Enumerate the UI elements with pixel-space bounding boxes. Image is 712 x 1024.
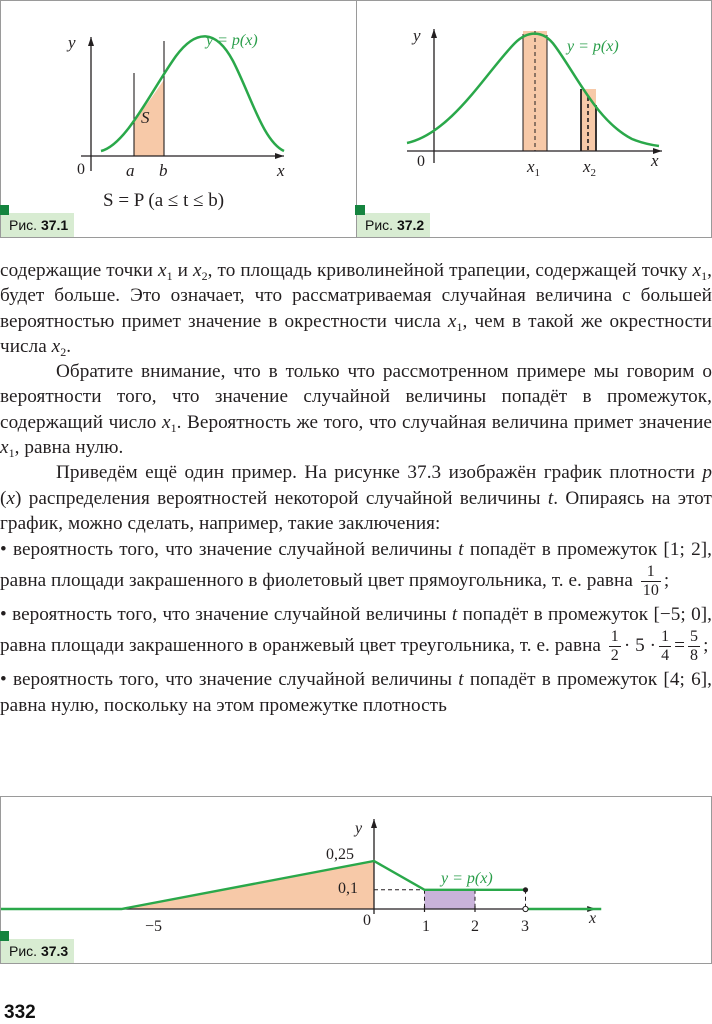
shaded-area-s xyxy=(71,40,321,156)
fraction-1-4: $\frac{1}{4}$ xyxy=(661,628,670,665)
caption-37-3: Рис. 37.3 xyxy=(1,939,74,963)
figure-37-3-graph xyxy=(1,797,711,963)
tick-label-0-25: 0,25 xyxy=(326,846,354,863)
x-axis-label: x xyxy=(589,910,597,927)
figure-37-2 xyxy=(356,0,712,238)
density-curve xyxy=(101,36,284,151)
curve-label: y = p(x) xyxy=(567,38,619,55)
paragraph-2: Обратите внимание, что в только что рассмотренном примере мы говорим о вероятности того, что значение случайной величины попадёт в промежуток, содержащий число $x_1$. Вероятность же того, что случайная величина примет значение $x_1$, равна нулю. xyxy=(0,361,712,461)
page-number: 332 xyxy=(4,1002,36,1023)
paragraph-1: содержащие точки $x_1$ и $x_2$, то площадь криволинейной трапеции, содержащей точку $x_1$, будет больше. Это означает, что рассматриваемая случайная величина с большей вероятностью примет значение в окрестности числа $x_1$, чем в такой же окрестности числа $x_2$. xyxy=(0,260,712,359)
y-axis-label: y xyxy=(68,33,76,52)
y-axis-arrow xyxy=(371,819,377,828)
bullet-1: • вероятность того, что значение случайной величины t попадёт в промежуток [1; 2], равна площади закрашенного в фиолетовый цвет прямоугольника, т. е. равна $\frac{1}{10}$ ; xyxy=(0,539,712,600)
figure-37-1 xyxy=(0,0,357,238)
paragraph-3: Приведём ещё один пример. На рисунке 37.3 изображён график плотности p (x) распределения вероятностей некоторой случайной величины t. Опираясь на этот график, можно сделать, например, такие заключения: xyxy=(0,462,712,534)
point-3-upper xyxy=(523,887,528,892)
curve-label: y = p(x) xyxy=(206,32,258,49)
x-axis-label: x xyxy=(651,151,659,170)
caption-37-1: Рис. 37.1 xyxy=(1,213,74,237)
figure-37-1-graph xyxy=(1,1,356,215)
figure-37-2-graph xyxy=(357,1,711,215)
figure-37-3 xyxy=(0,796,712,964)
y-axis-label: y xyxy=(413,26,421,45)
tick-label-minus-5: −5 xyxy=(145,918,163,935)
origin-label: 0 xyxy=(417,153,425,170)
tick-x2: $x_2$ xyxy=(583,157,597,179)
fraction-1-10: $\frac{1}{10}$ xyxy=(642,563,659,600)
tick-label-1: 1 xyxy=(422,918,430,935)
bullet-2: • вероятность того, что значение случайной величины t попадёт в промежуток [−5; 0], равна площади закрашенного в оранжевый цвет треугольника, т. е. равна $\frac{1}{2}$ · 5 · $\frac{1}{4}$ = $\frac{5}{8}$ ; xyxy=(0,604,712,665)
tick-label-0-1: 0,1 xyxy=(338,880,358,897)
caption-37-2: Рис. 37.2 xyxy=(357,213,430,237)
body-text xyxy=(0,258,712,718)
probability-formula: S = P (a ≤ t ≤ b) xyxy=(103,190,225,211)
violet-rectangle-region xyxy=(425,890,476,909)
bullet-3: • вероятность того, что значение случайной величины t попадёт в промежуток [4; 6], равна нулю, поскольку на этом промежутке плотность xyxy=(0,669,712,716)
point-3-open xyxy=(523,906,528,911)
tick-x1: $x_1$ xyxy=(527,157,541,179)
area-label-s: S xyxy=(141,108,150,127)
fraction-1-2: $\frac{1}{2}$ xyxy=(610,628,619,665)
tick-a: a xyxy=(126,161,135,180)
fraction-5-8: $\frac{5}{8}$ xyxy=(690,628,699,665)
x-axis-label: x xyxy=(277,161,285,180)
curve-label: y = p(x) xyxy=(441,870,493,887)
tick-b: b xyxy=(159,161,168,180)
y-axis-label: y xyxy=(355,820,363,837)
origin-label: 0 xyxy=(77,161,85,178)
tick-label-0: 0 xyxy=(363,912,371,929)
tick-label-2: 2 xyxy=(471,918,479,935)
tick-label-3: 3 xyxy=(521,918,529,935)
